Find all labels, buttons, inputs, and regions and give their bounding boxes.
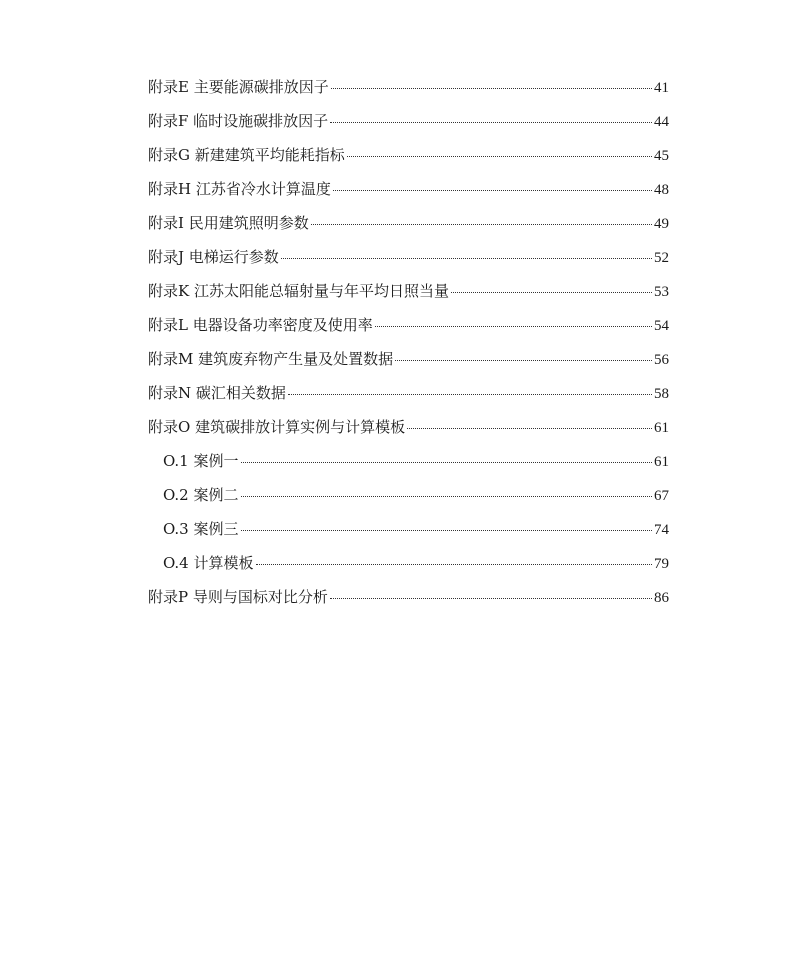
toc-entry-label: 附录E 主要能源碳排放因子 bbox=[148, 78, 329, 96]
toc-entry-label: O.3 案例三 bbox=[163, 520, 239, 538]
toc-entry-appendix-p[interactable] bbox=[148, 586, 669, 620]
toc-entry-label: 附录K 江苏太阳能总辐射量与年平均日照当量 bbox=[148, 282, 449, 300]
toc-dot-leader bbox=[407, 428, 652, 429]
toc-dot-leader bbox=[330, 598, 652, 599]
toc-dot-leader bbox=[331, 88, 652, 89]
toc-page-number: 48 bbox=[654, 182, 669, 198]
toc-dot-leader bbox=[375, 326, 652, 327]
toc-entry-o4[interactable] bbox=[148, 552, 669, 586]
toc-dot-leader bbox=[451, 292, 652, 293]
toc-page-number: 52 bbox=[654, 250, 669, 266]
toc-entry-appendix-n[interactable] bbox=[148, 382, 669, 416]
toc-dot-leader bbox=[241, 462, 653, 463]
toc-dot-leader bbox=[333, 190, 652, 191]
table-of-contents bbox=[148, 76, 669, 620]
toc-page-number: 45 bbox=[654, 148, 669, 164]
toc-page-number: 44 bbox=[654, 114, 669, 130]
toc-entry-label: 附录H 江苏省冷水计算温度 bbox=[148, 180, 331, 198]
toc-entry-o2[interactable] bbox=[148, 484, 669, 518]
toc-dot-leader bbox=[288, 394, 652, 395]
toc-dot-leader bbox=[241, 496, 653, 497]
toc-entry-appendix-g[interactable] bbox=[148, 144, 669, 178]
toc-dot-leader bbox=[330, 122, 652, 123]
toc-entry-label: 附录L 电器设备功率密度及使用率 bbox=[148, 316, 373, 334]
toc-page-number: 53 bbox=[654, 284, 669, 300]
toc-entry-appendix-e[interactable] bbox=[148, 76, 669, 110]
toc-entry-label: O.4 计算模板 bbox=[163, 554, 254, 572]
toc-page-number: 41 bbox=[654, 80, 669, 96]
toc-dot-leader bbox=[256, 564, 653, 565]
toc-entry-label: 附录N 碳汇相关数据 bbox=[148, 384, 286, 402]
toc-entry-o3[interactable] bbox=[148, 518, 669, 552]
toc-entry-label: O.2 案例二 bbox=[163, 486, 239, 504]
toc-entry-appendix-h[interactable] bbox=[148, 178, 669, 212]
toc-entry-appendix-m[interactable] bbox=[148, 348, 669, 382]
toc-page-number: 79 bbox=[654, 556, 669, 572]
toc-page-number: 61 bbox=[654, 420, 669, 436]
toc-entry-appendix-i[interactable] bbox=[148, 212, 669, 246]
toc-dot-leader bbox=[347, 156, 652, 157]
toc-entry-label: 附录M 建筑废弃物产生量及处置数据 bbox=[148, 350, 394, 368]
toc-entry-label: 附录P 导则与国标对比分析 bbox=[148, 588, 328, 606]
toc-entry-label: 附录O 建筑碳排放计算实例与计算模板 bbox=[148, 418, 406, 436]
toc-entry-label: 附录G 新建建筑平均能耗指标 bbox=[148, 146, 345, 164]
toc-page-number: 54 bbox=[654, 318, 669, 334]
toc-dot-leader bbox=[395, 360, 652, 361]
toc-entry-appendix-l[interactable] bbox=[148, 314, 669, 348]
toc-entry-label: O.1 案例一 bbox=[163, 452, 239, 470]
toc-entry-appendix-k[interactable] bbox=[148, 280, 669, 314]
toc-entry-appendix-j[interactable] bbox=[148, 246, 669, 280]
toc-entry-label: 附录J 电梯运行参数 bbox=[148, 248, 279, 266]
toc-page-number: 67 bbox=[654, 488, 669, 504]
toc-entry-appendix-f[interactable] bbox=[148, 110, 669, 144]
toc-page-number: 61 bbox=[654, 454, 669, 470]
toc-dot-leader bbox=[311, 224, 652, 225]
toc-entry-label: 附录F 临时设施碳排放因子 bbox=[148, 112, 329, 130]
toc-page-number: 56 bbox=[654, 352, 669, 368]
toc-page-number: 74 bbox=[654, 522, 669, 538]
toc-entry-appendix-o[interactable] bbox=[148, 416, 669, 450]
toc-dot-leader bbox=[241, 530, 653, 531]
toc-entry-label: 附录I 民用建筑照明参数 bbox=[148, 214, 309, 232]
toc-entry-o1[interactable] bbox=[148, 450, 669, 484]
toc-page-number: 49 bbox=[654, 216, 669, 232]
toc-page-number: 58 bbox=[654, 386, 669, 402]
toc-dot-leader bbox=[281, 258, 652, 259]
toc-page-number: 86 bbox=[654, 590, 669, 606]
